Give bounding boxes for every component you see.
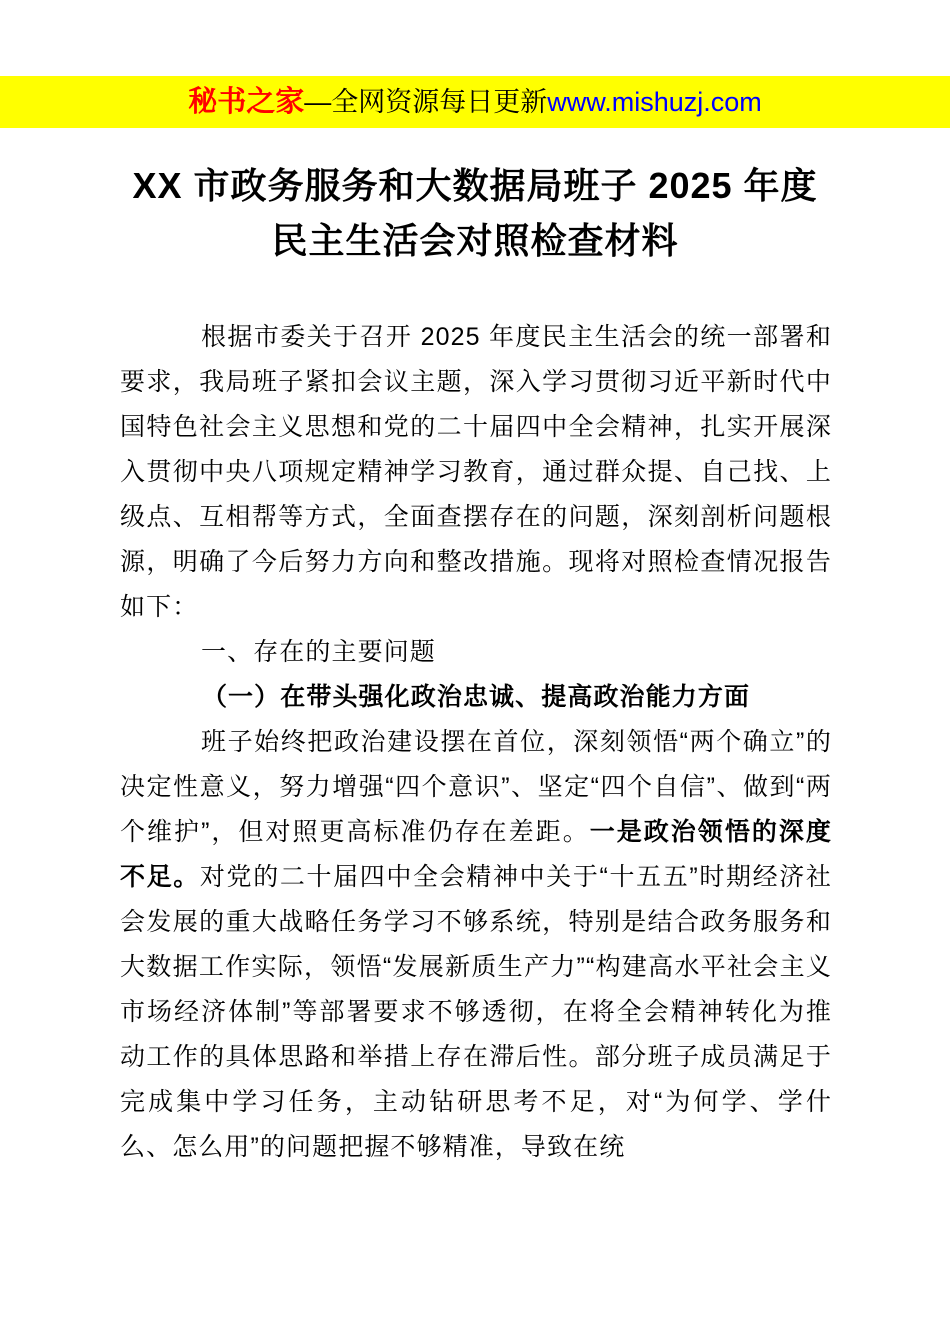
site-name: 秘书之家 — [188, 86, 305, 118]
bold-text-run: （一）在带头强化政治忠诚、提高政治能力方面 — [201, 683, 751, 711]
watermark-header-banner — [0, 76, 950, 128]
paragraph — [120, 720, 832, 1170]
section-heading — [120, 675, 832, 720]
paragraph — [120, 315, 832, 630]
text-run: 根据市委关于召开 2025 年度民主生活会的统一部署和要求，我局班子紧扣会议主题，深入学习贯彻习近平新时代中国特色社会主义思想和党的二十届四中全会精神，扎实开展深入贯彻中央八项规定精神学习教育，通过群众提、自己找、上级点、互相帮等方式，全面查摆存在的问题，深刻剖析问题根源，明确了今后努力方向和整改措施。现将对照检查情况报告如下： — [120, 323, 832, 621]
site-tagline: —全网资源每日更新 — [304, 87, 548, 117]
text-run: 一、存在的主要问题 — [201, 638, 436, 666]
document-title-line-2: 民主生活会对照检查材料 — [271, 220, 679, 261]
text-run: 班子始终把政治建设摆在首位，深刻领悟“两个确立”的决定性意义，努力增强“四个意识”、坚定“四个自信”、做到“两个维护”，但对照更高标准仍存在差距。 — [120, 728, 832, 846]
site-url-link[interactable]: www.mishuzj.com — [547, 87, 762, 117]
document-title — [0, 158, 950, 268]
document-title-line-1: XX 市政务服务和大数据局班子 2025 年度 — [132, 165, 818, 206]
paragraph — [120, 630, 832, 675]
bold-text-run: 一是政治领悟的深度不足。 — [120, 818, 832, 891]
text-run: 对党的二十届四中全会精神中关于“十五五”时期经济社会发展的重大战略任务学习不够系统，特别是结合政务服务和大数据工作实际，领悟“发展新质生产力”“构建高水平社会主义市场经济体制”等部署要求不够透彻，在将全会精神转化为推动工作的具体思路和举措上存在滞后性。部分班子成员满足于完成集中学习任务，主动钻研思考不足，对“为何学、学什么、怎么用”的问题把握不够精准，导致在统 — [120, 863, 832, 1161]
document-body — [120, 315, 832, 1170]
